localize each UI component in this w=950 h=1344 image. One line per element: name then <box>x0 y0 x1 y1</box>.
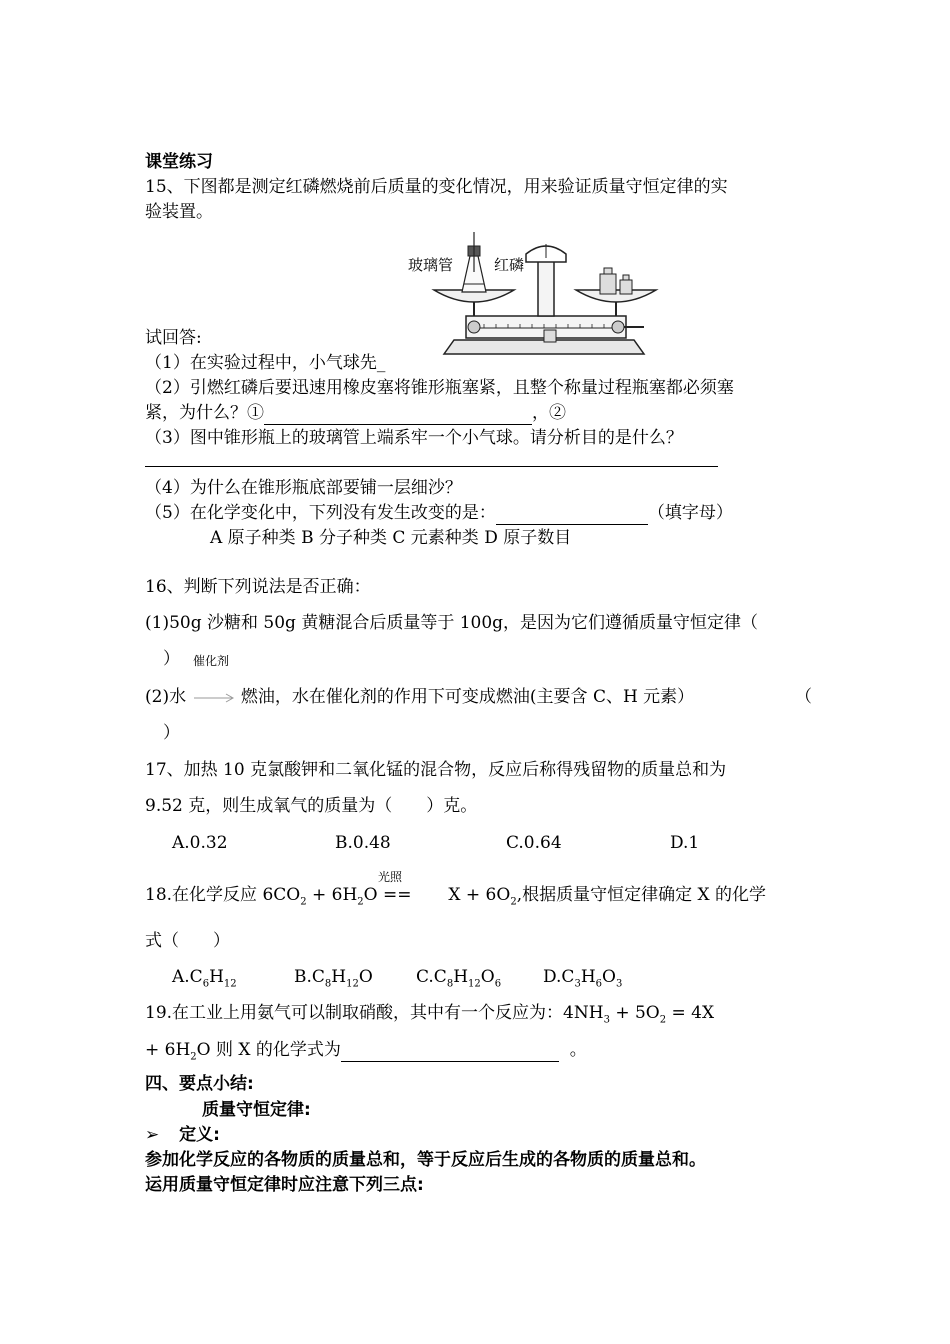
q15-intro-line2: 验装置。 <box>145 202 213 222</box>
q16-item2-line2: ） <box>163 723 180 743</box>
q18-opt-sub: 8 <box>324 978 332 990</box>
q18-opt-sub: 3 <box>574 978 581 990</box>
q18-eq-part: 18.在化学反应 6CO <box>145 885 301 905</box>
q17-line1: 17、加热 10 克氯酸钾和二氧化锰的混合物，反应后称得残留物的质量总和为 <box>145 760 727 780</box>
q15-sub1: （1）在实验过程中，小气球先_ <box>145 353 386 373</box>
q18-opt-sub: 12 <box>346 978 359 990</box>
q19-line1: 19.在工业上用氨气可以制取硝酸，其中有一个反应为：$4NH_3 + 5O_2 = 4X$ <box>145 1003 715 1026</box>
q15-sub5-options: A 原子种类 B 分子种类 C 元素种类 D 原子数目 <box>210 528 572 548</box>
q16-item2 <box>145 686 694 708</box>
q16-item2-paren: （ <box>795 687 812 707</box>
q15-sub5 <box>145 502 733 525</box>
reaction-arrow-icon <box>192 691 236 705</box>
balance-figure <box>404 232 684 367</box>
balance-illustration <box>404 232 684 367</box>
q18-opt-sub: 6 <box>595 978 603 990</box>
figure-label-tube: 玻璃管 <box>408 256 454 274</box>
summary-note: 运用质量守恒定律时应注意下列三点: <box>145 1175 424 1195</box>
q16-title: 16、判断下列说法是否正确： <box>145 577 371 597</box>
q19-part: + 5O <box>609 1003 660 1023</box>
q18-opt-sub: 8 <box>446 978 454 990</box>
q15-sub5-tail: （填字母） <box>647 503 733 523</box>
q18-line2: 式（ ） <box>145 931 230 951</box>
summary-law: 质量守恒定律: <box>202 1100 311 1120</box>
q15-sub4: （4）为什么在锥形瓶底部要铺一层细沙？ <box>145 478 462 498</box>
q17-option-d: D.1 <box>670 833 700 853</box>
answer-line-sub3[interactable] <box>145 466 718 467</box>
light-label: 光照 <box>378 870 403 884</box>
figure-label-phosphorus: 红磷 <box>494 256 525 274</box>
q15-sub2-text-b: ，② <box>532 403 566 423</box>
q19-line2: + $6H_2O$ 则 X 的化学式为 。 <box>145 1040 587 1063</box>
q19-part: O 则 X 的化学式为 <box>196 1040 341 1060</box>
q15-sub3: （3）图中锥形瓶上的玻璃管上端系牢一个小气球。请分析目的是什么？ <box>145 428 683 448</box>
q18-opt-part: D.C <box>543 967 575 987</box>
summary-definition: 参加化学反应的各物质的质量总和，等于反应后生成的各物质的质量总和。 <box>145 1150 706 1170</box>
q18-opt-part: O <box>602 967 616 987</box>
q18-opt-part: A.C <box>172 967 203 987</box>
section-title: 课堂练习 <box>145 152 213 172</box>
definition-label: 定义: <box>179 1125 220 1145</box>
q18-opt-part: H <box>209 967 224 987</box>
q18-eq-part: X + 6O <box>443 885 511 905</box>
q15-sub2-line2 <box>145 402 566 425</box>
q19-part: + 6H <box>145 1040 191 1060</box>
q15-intro-line1: 15、下图都是测定红磷燃烧前后质量的变化情况，用来验证质量守恒定律的实 <box>145 177 728 197</box>
q16-item2-water: (2)水 <box>145 687 187 707</box>
q18-eq-part: ,根据质量守恒定律确定 X 的化学 <box>516 885 767 905</box>
q17-option-c: C.0.64 <box>506 833 562 853</box>
q18-opt-sub: 12 <box>223 978 237 990</box>
q16-item2-text: 燃油，水在催化剂的作用下可变成燃油(主要含 C、H 元素） <box>240 687 695 707</box>
q16-item1-line2: ） <box>163 649 180 669</box>
q18-eq-part: O <box>363 885 383 905</box>
answer-blank-1[interactable] <box>264 402 532 425</box>
q17-line2: 9.52 克，则生成氧气的质量为（ ）克。 <box>145 796 478 816</box>
q18-opt-part: H <box>580 967 596 987</box>
q18-opt-part: B.C <box>294 967 325 987</box>
q19-part: 19.在工业上用氨气可以制取硝酸，其中有一个反应为：4NH <box>145 1003 604 1023</box>
q18-equals: == <box>383 885 412 905</box>
q18-option-c <box>416 966 501 995</box>
summary-definition-row <box>145 1124 220 1146</box>
q18-opt-sub: 12 <box>468 978 481 990</box>
q18-option-d <box>543 966 622 995</box>
q15-sub5-text: （5）在化学变化中，下列没有发生改变的是： <box>145 503 496 523</box>
q18-equation: 18.在化学反应 $6CO_2 + 6H_2O == X + 6O_2$,根据质量守恒定律确定 X 的化学 <box>145 885 767 908</box>
q17-option-b: B.0.48 <box>335 833 391 853</box>
q18-eq-part: + 6H <box>306 885 358 905</box>
summary-heading: 四、要点小结: <box>145 1074 254 1094</box>
q15-sub2-line1: （2）引燃红磷后要迅速用橡皮塞将锥形瓶塞紧，且整个称量过程瓶塞都必须塞 <box>145 378 734 398</box>
q15-answer-prompt: 试回答: <box>145 328 202 348</box>
q19-part: 。 <box>569 1040 587 1060</box>
q16-item1-line1: (1)50g 沙糖和 50g 黄糖混合后质量等于 100g，是因为它们遵循质量守恒定律（ <box>145 613 759 633</box>
answer-blank-sub5[interactable] <box>496 502 648 525</box>
catalyst-label: 催化剂 <box>193 654 230 668</box>
q18-opt-part: O <box>480 967 495 987</box>
q18-option-a <box>172 966 237 995</box>
q17-option-a: A.0.32 <box>172 833 228 853</box>
q18-opt-sub: 3 <box>615 978 623 990</box>
q18-opt-sub: 6 <box>494 978 502 990</box>
q18-opt-part: H <box>331 967 347 987</box>
q18-option-b <box>294 966 373 995</box>
answer-blank-q19[interactable] <box>341 1039 559 1062</box>
q18-opt-sub: 6 <box>202 978 210 990</box>
q19-part: = 4X <box>666 1003 715 1023</box>
q15-sub2-text: 紧，为什么？① <box>145 403 264 423</box>
q18-opt-part: C.C <box>416 967 447 987</box>
q18-opt-part: O <box>358 967 373 987</box>
q18-opt-part: H <box>453 967 469 987</box>
bullet-arrow-icon: ➢ <box>145 1125 160 1145</box>
